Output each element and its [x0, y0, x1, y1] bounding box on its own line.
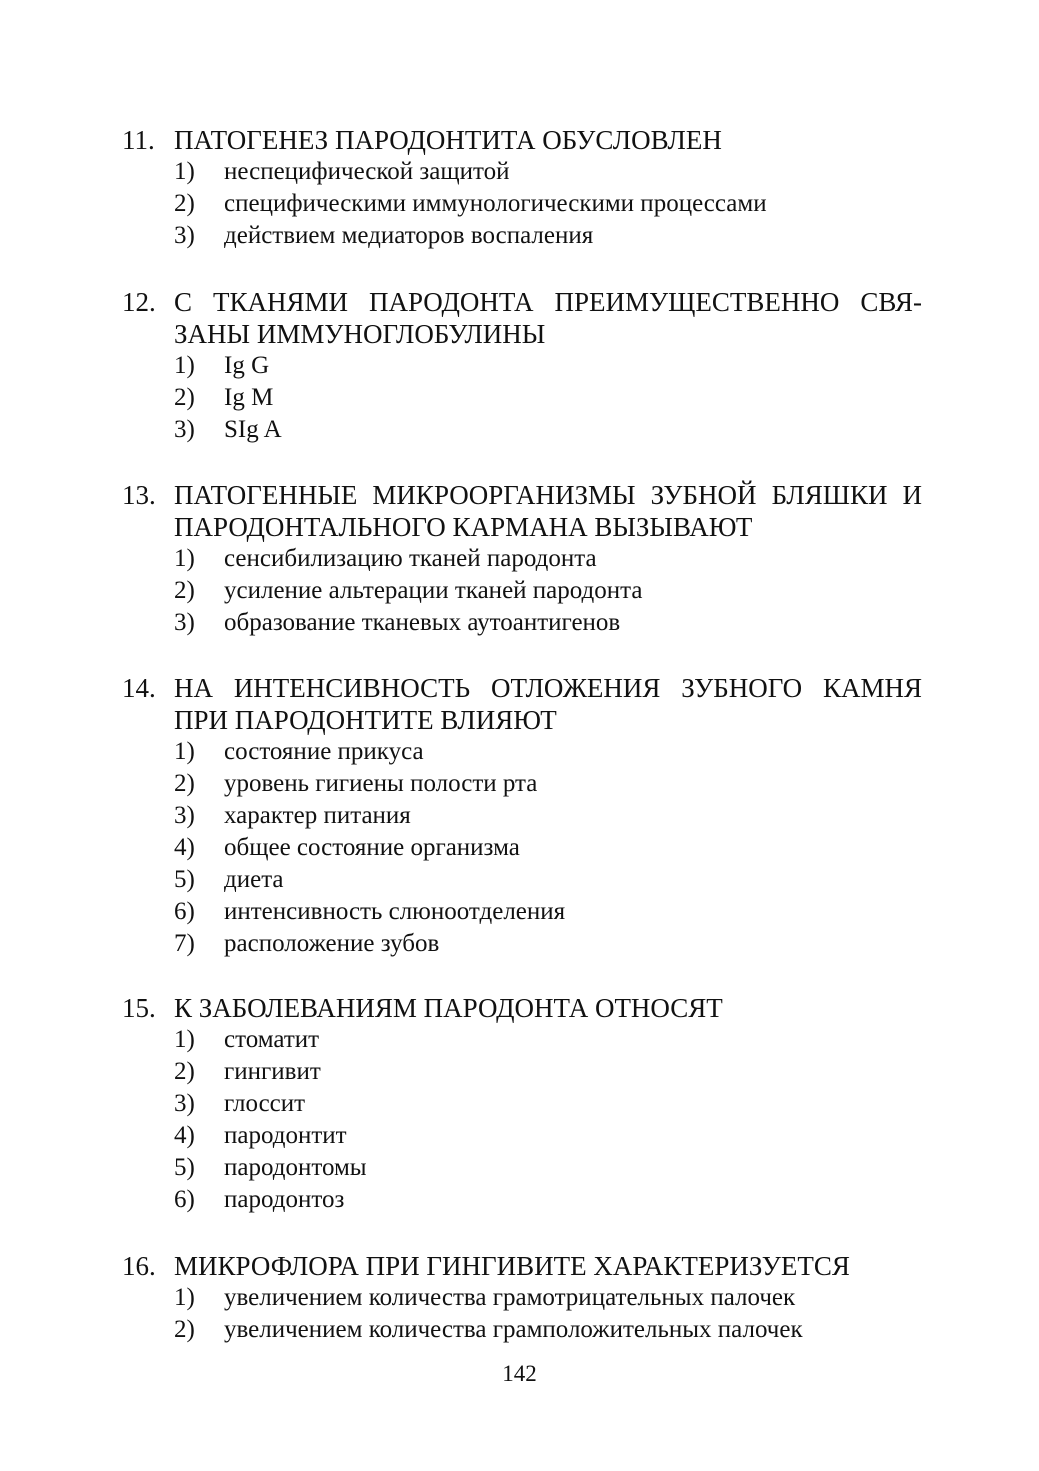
answer-text: Ig M: [224, 384, 274, 411]
answer-list: [122, 543, 922, 639]
answer-item: [122, 156, 922, 188]
answer-item: [122, 220, 922, 252]
answer-list: [122, 156, 922, 252]
answer-text: уровень гигиены полости рта: [224, 770, 538, 797]
answer-item: [122, 800, 922, 832]
question-text: ПАТОГЕНЕЗ ПАРОДОНТИТА ОБУСЛОВЛЕН: [174, 125, 722, 155]
answer-text: состояние прикуса: [224, 738, 424, 765]
answer-item: [122, 1024, 922, 1056]
question-number: 13.: [122, 480, 156, 510]
question-header: [122, 286, 922, 350]
answer-text: пародонтит: [224, 1122, 347, 1149]
answer-item: [122, 575, 922, 607]
question-number: 15.: [122, 993, 156, 1023]
answer-number: 6): [174, 898, 195, 925]
answer-text: пародонтомы: [224, 1154, 367, 1181]
question-number: 14.: [122, 673, 156, 703]
question-number: 12.: [122, 287, 156, 317]
answer-text: характер питания: [224, 802, 411, 829]
question-header: [122, 479, 922, 543]
question-text: НА ИНТЕНСИВНОСТЬ ОТЛОЖЕНИЯ ЗУБНОГО КАМНЯ ПРИ ПАРОДОНТИТЕ ВЛИЯЮТ: [174, 673, 922, 735]
answer-number: 2): [174, 770, 195, 797]
question-header: [122, 1250, 922, 1282]
question-header: [122, 672, 922, 736]
answer-list: [122, 1282, 922, 1346]
answer-item: [122, 1056, 922, 1088]
answer-number: 3): [174, 802, 195, 829]
answer-list: [122, 1024, 922, 1216]
question-header: [122, 124, 922, 156]
question-14: [122, 672, 922, 960]
answer-text: сенсибилизацию тканей пародонта: [224, 545, 597, 572]
answer-text: неспецифической защитой: [224, 158, 510, 185]
answer-number: 3): [174, 416, 195, 443]
answer-item: [122, 382, 922, 414]
answer-item: [122, 1184, 922, 1216]
question-15: [122, 992, 922, 1216]
answer-text: действием медиаторов воспаления: [224, 222, 594, 249]
answer-item: [122, 1314, 922, 1346]
answer-text: глоссит: [224, 1090, 306, 1117]
answer-item: [122, 1088, 922, 1120]
answer-number: 2): [174, 1316, 195, 1343]
answer-number: 1): [174, 545, 195, 572]
answer-text: общее состояние организма: [224, 834, 520, 861]
answer-number: 2): [174, 577, 195, 604]
question-12: [122, 286, 922, 446]
question-13: [122, 479, 922, 639]
answer-item: [122, 1282, 922, 1314]
answer-text: увеличением количества грамотрицательных палочек: [224, 1284, 796, 1311]
question-16: [122, 1250, 922, 1346]
answer-text: стоматит: [224, 1026, 320, 1053]
question-text: С ТКАНЯМИ ПАРОДОНТА ПРЕИМУЩЕСТВЕННО СВЯ-ЗАНЫ ИММУНОГЛОБУЛИНЫ: [174, 287, 922, 349]
answer-number: 2): [174, 1058, 195, 1085]
answer-list: [122, 736, 922, 960]
question-text: К ЗАБОЛЕВАНИЯМ ПАРОДОНТА ОТНОСЯТ: [174, 993, 723, 1023]
page-number: 142: [502, 1361, 537, 1386]
answer-item: [122, 832, 922, 864]
answer-item: [122, 1120, 922, 1152]
answer-item: [122, 1152, 922, 1184]
question-text: МИКРОФЛОРА ПРИ ГИНГИВИТЕ ХАРАКТЕРИЗУЕТСЯ: [174, 1251, 850, 1281]
answer-item: [122, 768, 922, 800]
answer-item: [122, 188, 922, 220]
answer-text: образование тканевых аутоантигенов: [224, 609, 621, 636]
answer-text: увеличением количества грамположительных палочек: [224, 1316, 803, 1343]
answer-number: 4): [174, 1122, 195, 1149]
answer-number: 5): [174, 1154, 195, 1181]
answer-text: расположение зубов: [224, 930, 440, 957]
question-number: 16.: [122, 1251, 156, 1281]
answer-text: специфическими иммунологическими процессами: [224, 190, 767, 217]
answer-number: 1): [174, 158, 195, 185]
answer-number: 7): [174, 930, 195, 957]
answer-number: 3): [174, 1090, 195, 1117]
answer-text: пародонтоз: [224, 1186, 345, 1213]
answer-text: Ig G: [224, 352, 270, 379]
answer-number: 3): [174, 222, 195, 249]
answer-item: [122, 607, 922, 639]
question-11: [122, 124, 922, 252]
answer-number: 2): [174, 190, 195, 217]
question-text: ПАТОГЕННЫЕ МИКРООРГАНИЗМЫ ЗУБНОЙ БЛЯШКИ И ПАРОДОНТАЛЬНОГО КАРМАНА ВЫЗЫВАЮТ: [174, 480, 922, 542]
answer-item: [122, 543, 922, 575]
answer-number: 1): [174, 1026, 195, 1053]
answer-item: [122, 736, 922, 768]
answer-text: интенсивность слюноотделения: [224, 898, 566, 925]
answer-text: усиление альтерации тканей пародонта: [224, 577, 643, 604]
answer-number: 1): [174, 1284, 195, 1311]
question-header: [122, 992, 922, 1024]
answer-item: [122, 864, 922, 896]
answer-number: 2): [174, 384, 195, 411]
answer-number: 1): [174, 352, 195, 379]
question-number: 11.: [122, 125, 155, 155]
answer-number: 6): [174, 1186, 195, 1213]
answer-number: 4): [174, 834, 195, 861]
answer-number: 5): [174, 866, 195, 893]
answer-item: [122, 414, 922, 446]
answer-item: [122, 896, 922, 928]
answer-item: [122, 350, 922, 382]
answer-list: [122, 350, 922, 446]
answer-item: [122, 928, 922, 960]
answer-number: 1): [174, 738, 195, 765]
answer-text: гингивит: [224, 1058, 321, 1085]
answer-text: диета: [224, 866, 284, 893]
answer-text: SIg A: [224, 416, 282, 443]
answer-number: 3): [174, 609, 195, 636]
